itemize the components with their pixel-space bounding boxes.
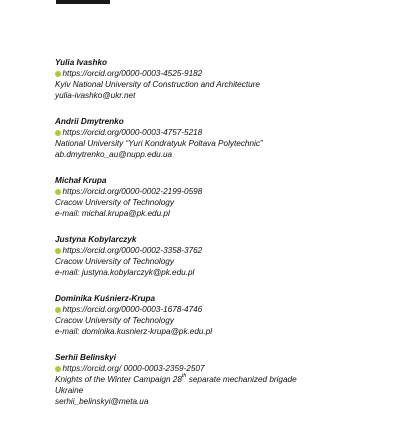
author-block	[55, 293, 385, 337]
orcid-icon	[55, 248, 61, 254]
author-affiliation: Cracow University of Technology	[55, 316, 174, 325]
author-affiliation: National University “Yuri Kondratyuk Poltava Polytechnic”	[55, 139, 263, 148]
author-affiliation: Cracow University of Technology	[55, 198, 174, 207]
author-email[interactable]: yulia-ivashko@ukr.net	[55, 91, 136, 100]
author-email[interactable]: e-mail: justyna.kobylarczyk@pk.edu.pl	[55, 268, 195, 277]
orcid-row	[55, 363, 385, 374]
author-block	[55, 175, 385, 219]
orcid-row	[55, 186, 385, 197]
orcid-row	[55, 68, 385, 79]
author-affiliation	[55, 374, 385, 385]
orcid-link[interactable]: https://orcid.org/0000-0002-3358-3762	[62, 246, 203, 255]
author-block	[55, 234, 385, 278]
author-affiliation: Cracow University of Technology	[55, 257, 174, 266]
orcid-link[interactable]: https://orcid.org/0000-0003-4757-5218	[62, 128, 203, 137]
orcid-icon	[55, 189, 61, 195]
affiliation-text: Knights of the Winter Campaign 28	[55, 375, 182, 384]
author-email[interactable]: e-mail: michal.krupa@pk.edu.pl	[55, 209, 170, 218]
orcid-link[interactable]: https://orcid.org/ 0000-0003-2359-2507	[62, 364, 205, 373]
ordinal-suffix: th	[181, 373, 187, 380]
author-country: Ukraine	[55, 386, 84, 395]
author-block	[55, 116, 385, 160]
author-list	[55, 57, 385, 422]
orcid-icon	[55, 307, 61, 313]
author-name: Dominika Kuśnierz-Krupa	[55, 294, 156, 303]
orcid-link[interactable]: https://orcid.org/0000-0002-2199-0598	[62, 187, 203, 196]
author-email[interactable]: e-mail: dominika.kusnierz-krupa@pk.edu.pl	[55, 327, 213, 336]
author-block	[55, 352, 385, 407]
orcid-link[interactable]: https://orcid.org/0000-0003-4525-9182	[62, 69, 203, 78]
orcid-link[interactable]: https://orcid.org/0000-0003-1678-4746	[62, 305, 203, 314]
orcid-row	[55, 304, 385, 315]
author-affiliation: Kyiv National University of Construction and Architecture	[55, 80, 260, 89]
license-badge	[56, 0, 110, 4]
author-name: Justyna Kobylarczyk	[55, 235, 137, 244]
author-name: Yulia Ivashko	[55, 58, 108, 67]
author-email[interactable]: serhii_belinskyi@meta.ua	[55, 397, 149, 406]
orcid-icon	[55, 71, 61, 77]
author-block	[55, 57, 385, 101]
author-name: Andrii Dmytrenko	[55, 117, 124, 126]
author-name: Michał Krupa	[55, 176, 107, 185]
orcid-row	[55, 127, 385, 138]
author-email[interactable]: ab.dmytrenko_au@nupp.edu.ua	[55, 150, 173, 159]
affiliation-text: separate mechanized brigade	[186, 375, 297, 384]
orcid-icon	[55, 130, 61, 136]
orcid-icon	[55, 366, 61, 372]
author-name: Serhii Belinskyi	[55, 353, 116, 362]
orcid-row	[55, 245, 385, 256]
